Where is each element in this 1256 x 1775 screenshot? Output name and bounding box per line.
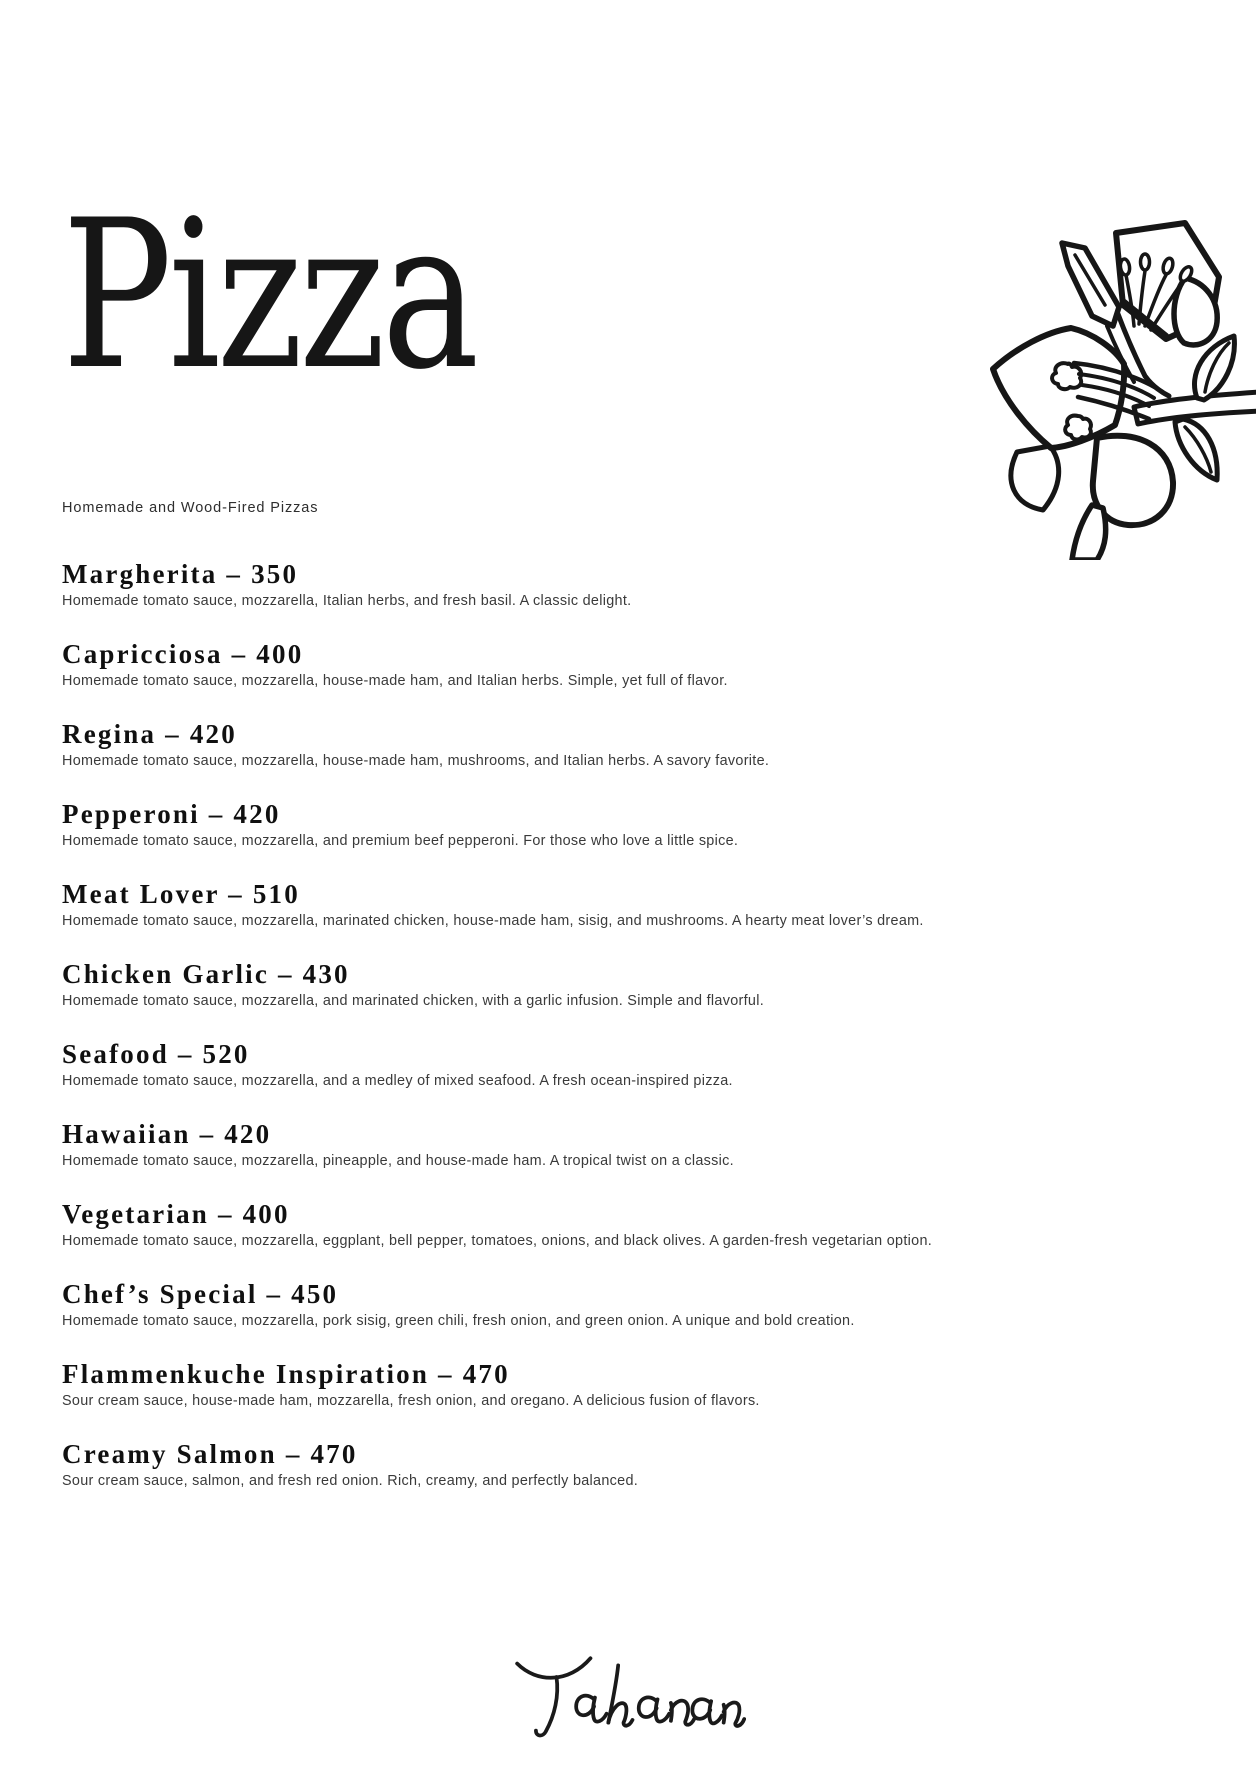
price-separator: – [228, 879, 244, 909]
brand-signature [510, 1648, 746, 1740]
item-description: Homemade tomato sauce, mozzarella, and premium beef pepperoni. For those who love a little spice. [62, 833, 739, 849]
menu-item-capricciosa [62, 639, 1256, 690]
item-price: 510 [252, 879, 300, 909]
item-heading [62, 879, 1256, 909]
price-separator: – [199, 1119, 216, 1149]
item-description: Homemade tomato sauce, mozzarella, eggplant, bell pepper, tomatoes, onions, and black olives. A garden-fresh vegetarian option. [62, 1233, 933, 1249]
menu-item-regina [62, 719, 1256, 770]
item-price: 450 [291, 1279, 339, 1309]
item-heading [62, 1039, 1256, 1069]
item-name: Flammenkuche Inspiration [62, 1359, 430, 1389]
item-description: Homemade tomato sauce, mozzarella, and marinated chicken, with a garlic infusion. Simple and flavorful. [62, 993, 764, 1009]
menu-item-meat-lover [62, 879, 1256, 930]
menu-item-flammenkuche [62, 1359, 1256, 1410]
item-price: 470 [310, 1439, 358, 1469]
price-separator: – [285, 1439, 302, 1469]
item-description: Homemade tomato sauce, mozzarella, pork sisig, green chili, fresh onion, and green onion. A unique and bold creation. [62, 1313, 855, 1329]
item-name: Hawaiian [62, 1119, 191, 1149]
menu-item-hawaiian [62, 1119, 1256, 1170]
menu-item-vegetarian [62, 1199, 1256, 1250]
item-price: 400 [242, 1199, 290, 1229]
price-separator: – [217, 1199, 234, 1229]
item-heading [62, 1359, 1256, 1389]
item-name: Pepperoni [62, 799, 200, 829]
price-separator: – [231, 639, 248, 669]
item-name: Chef’s Special [62, 1279, 258, 1309]
price-separator: – [278, 959, 294, 989]
item-price: 470 [462, 1359, 510, 1389]
item-name: Seafood [62, 1039, 169, 1069]
price-separator: – [438, 1359, 454, 1389]
price-separator: – [226, 559, 243, 589]
signature-script-icon [510, 1648, 746, 1740]
item-heading [62, 559, 1256, 589]
item-description: Homemade tomato sauce, mozzarella, pineapple, and house-made ham. A tropical twist on a classic. [62, 1153, 734, 1169]
item-heading [62, 1439, 1256, 1469]
item-description: Homemade tomato sauce, mozzarella, house-made ham, and Italian herbs. Simple, yet full of flavor. [62, 673, 728, 689]
menu-item-chefs-special [62, 1279, 1256, 1330]
item-name: Capricciosa [62, 639, 223, 669]
item-price: 420 [189, 719, 237, 749]
item-description: Homemade tomato sauce, mozzarella, marinated chicken, house-made ham, sisig, and mushrooms. A hearty meat lover’s dream. [62, 913, 924, 929]
item-price: 520 [202, 1039, 250, 1069]
price-separator: – [208, 799, 225, 829]
item-description: Homemade tomato sauce, mozzarella, and a medley of mixed seafood. A fresh ocean-inspired pizza. [62, 1073, 733, 1089]
menu-item-pepperoni [62, 799, 1256, 850]
menu-subtitle: Homemade and Wood-Fired Pizzas [62, 500, 319, 516]
item-description: Sour cream sauce, house-made ham, mozzarella, fresh onion, and oregano. A delicious fusion of flavors. [62, 1393, 760, 1409]
item-name: Margherita [62, 559, 218, 589]
page-title: Pizza [62, 177, 476, 415]
item-heading [62, 639, 1256, 669]
item-price: 400 [256, 639, 304, 669]
item-price: 430 [302, 959, 350, 989]
item-name: Regina [62, 719, 157, 749]
menu-item-seafood [62, 1039, 1256, 1090]
menu-item-creamy-salmon [62, 1439, 1256, 1490]
menu-item-margherita [62, 559, 1256, 610]
item-description: Homemade tomato sauce, mozzarella, house-made ham, mushrooms, and Italian herbs. A savory favorite. [62, 753, 770, 769]
item-heading [62, 1279, 1256, 1309]
menu-list [62, 559, 1256, 1490]
item-name: Vegetarian [62, 1199, 209, 1229]
item-name: Meat Lover [62, 879, 220, 909]
item-heading [62, 719, 1256, 749]
item-description: Sour cream sauce, salmon, and fresh red onion. Rich, creamy, and perfectly balanced. [62, 1473, 639, 1489]
item-name: Creamy Salmon [62, 1439, 277, 1469]
price-separator: – [177, 1039, 194, 1069]
item-description: Homemade tomato sauce, mozzarella, Italian herbs, and fresh basil. A classic delight. [62, 593, 632, 609]
item-heading [62, 959, 1256, 989]
item-price: 420 [224, 1119, 272, 1149]
item-price: 350 [251, 559, 299, 589]
price-separator: – [266, 1279, 283, 1309]
item-heading [62, 799, 1256, 829]
item-price: 420 [233, 799, 281, 829]
price-separator: – [165, 719, 181, 749]
item-name: Chicken Garlic [62, 959, 270, 989]
menu-item-chicken-garlic [62, 959, 1256, 1010]
item-heading [62, 1119, 1256, 1149]
item-heading [62, 1199, 1256, 1229]
